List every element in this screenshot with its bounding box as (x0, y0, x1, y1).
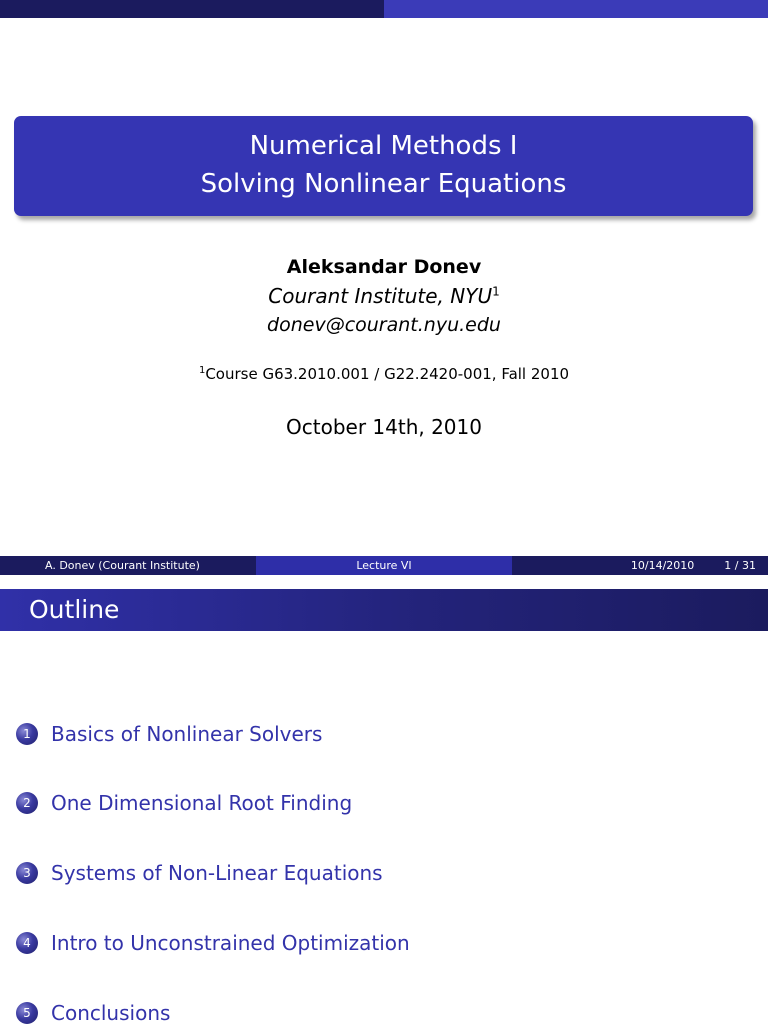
outline-item-root-finding[interactable] (16, 791, 352, 815)
author-name: Aleksandar Donev (286, 256, 482, 278)
author-institution (0, 284, 768, 308)
slide-footer (0, 556, 768, 575)
number-bullet-icon: 4 (16, 932, 38, 954)
footer-lecture: Lecture VI (256, 556, 512, 575)
outline-item-basics[interactable] (16, 722, 322, 746)
outline-item-label: One Dimensional Root Finding (51, 791, 353, 815)
presentation-date: October 14th, 2010 (286, 415, 482, 439)
outline-item-optimization[interactable] (16, 931, 410, 955)
footer-date-page (512, 556, 768, 575)
header-bar-left (0, 0, 384, 18)
top-header-bar (0, 0, 768, 18)
outline-title-bar (0, 589, 768, 631)
footnote-mark: 1 (198, 365, 206, 376)
number-bullet-icon: 1 (16, 723, 38, 745)
header-bar-right (384, 0, 768, 18)
title-block (14, 116, 753, 216)
outline-item-conclusions[interactable] (16, 1001, 170, 1025)
outline-item-label: Conclusions (51, 1001, 171, 1025)
footnote-text: Course G63.2010.001 / G22.2420-001, Fall 2010 (205, 365, 570, 383)
footer-author: A. Donev (Courant Institute) (0, 556, 256, 575)
title-line-2: Solving Nonlinear Equations (200, 169, 567, 199)
outline-item-label: Systems of Non-Linear Equations (51, 861, 383, 885)
outline-item-label: Intro to Unconstrained Optimization (51, 931, 410, 955)
footer-page-number: 1 / 31 (724, 559, 756, 572)
number-bullet-icon: 3 (16, 862, 38, 884)
institution-footnote-mark: 1 (492, 284, 500, 299)
outline-item-systems[interactable] (16, 861, 383, 885)
number-bullet-icon: 5 (16, 1002, 38, 1024)
outline-title: Outline (29, 595, 120, 624)
course-footnote (0, 365, 768, 383)
outline-item-label: Basics of Nonlinear Solvers (51, 722, 323, 746)
author-email: donev@courant.nyu.edu (267, 314, 501, 336)
title-line-1: Numerical Methods I (249, 131, 518, 161)
footer-date: 10/14/2010 (630, 559, 695, 572)
institution-text: Courant Institute, NYU (268, 284, 493, 308)
number-bullet-icon: 2 (16, 792, 38, 814)
